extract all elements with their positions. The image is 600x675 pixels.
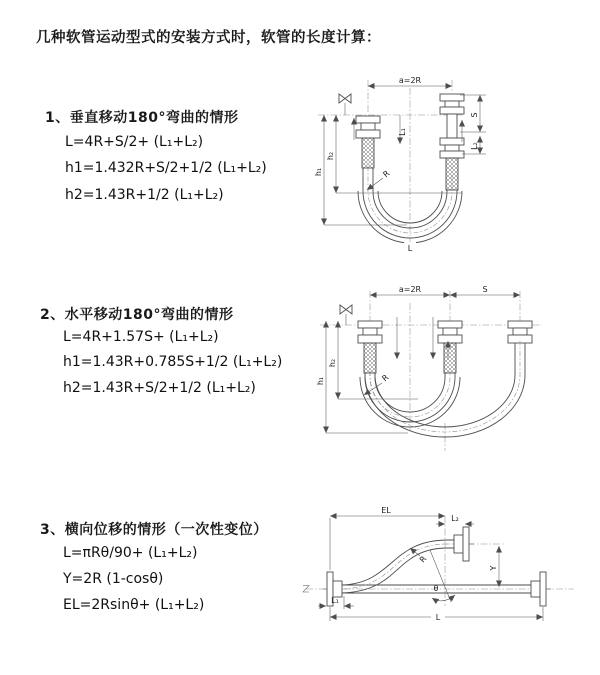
- dimension-y: [489, 546, 499, 587]
- section2-heading: 2、水平移动180°弯曲的情形: [40, 307, 234, 323]
- dimension-l: [330, 607, 543, 622]
- diagram-vertical-180-bend: [310, 70, 600, 255]
- dimension-a2r: [370, 285, 450, 295]
- dim-label-l: L: [435, 613, 441, 622]
- dim-label-r: R: [380, 372, 391, 384]
- dim-label-l: L: [407, 244, 413, 253]
- diagram-horizontal-180-bend: [308, 283, 600, 463]
- centerlines: [318, 80, 464, 250]
- valve-icon: [340, 305, 352, 325]
- left-pipe-fitting: [358, 321, 382, 373]
- dim-label-l1: L₁: [398, 128, 407, 136]
- page-title: 几种软管运动型式的安装方式时，软管的长度计算：: [36, 30, 381, 46]
- section3-formula-L: L=πRθ/90+ (L₁+L₂): [63, 545, 198, 561]
- dim-label-r: R: [381, 168, 392, 180]
- centerlines: [320, 291, 542, 451]
- dimension-l1: [398, 115, 407, 144]
- radius-callout: [410, 548, 429, 564]
- dim-label-el: EL: [381, 506, 391, 515]
- right-pipe-fitting: [508, 321, 532, 343]
- dim-label-h1: h₁: [314, 167, 323, 177]
- dim-label-l2: L₂: [470, 142, 479, 150]
- upper-flange: [448, 527, 474, 561]
- dimension-s: [450, 285, 520, 295]
- dim-label-r: R: [417, 554, 429, 565]
- dim-label-l2: L₂: [451, 514, 459, 523]
- dimension-l1: [318, 596, 354, 609]
- radius-callout: [367, 169, 392, 190]
- valve-icon: [339, 94, 351, 115]
- section1-formula-L: L=4R+S/2+ (L₁+L₂): [65, 134, 204, 150]
- section3-heading: 3、横向位移的情形（一次性变位）: [40, 522, 268, 538]
- diagram-lateral-displacement: [298, 502, 598, 647]
- section1-formula-h2: h2=1.43R+1/2 (L₁+L₂): [65, 187, 224, 203]
- dim-label-a2r: a=2R: [398, 285, 422, 294]
- dim-label-h2: h₂: [326, 151, 335, 161]
- dim-label-y: Y: [489, 565, 498, 571]
- section3-formula-EL: EL=2Rsinθ+ (L₁+L₂): [63, 597, 205, 613]
- dim-label-a2r: a=2R: [398, 76, 422, 85]
- left-pipe-fitting: [356, 116, 380, 168]
- section1-formula-h1: h1=1.432R+S/2+1/2 (L₁+L₂): [65, 160, 267, 176]
- length-label: [404, 242, 416, 253]
- section2-formula-L: L=4R+1.57S+ (L₁+L₂): [63, 329, 219, 345]
- dim-label-l1: L₁: [331, 596, 339, 605]
- dim-label-h2: h₂: [328, 358, 337, 368]
- section2-formula-h2: h2=1.43R+S/2+1/2 (L₁+L₂): [63, 380, 256, 396]
- dim-label-s: S: [482, 285, 488, 294]
- angle-construction: [430, 550, 455, 602]
- dim-label-theta: θ: [433, 584, 439, 593]
- dimension-s: [470, 95, 480, 132]
- dim-label-s: S: [470, 112, 479, 118]
- dimension-a2r: [368, 76, 452, 86]
- section2-formula-h1: h1=1.43R+0.785S+1/2 (L₁+L₂): [63, 354, 283, 370]
- middle-pipe-fitting: [438, 321, 462, 373]
- dimension-l2: [436, 514, 474, 524]
- section3-formula-Y: Y=2R (1-cosθ): [63, 571, 164, 587]
- section1-heading: 1、垂直移动180°弯曲的情形: [45, 110, 239, 126]
- dim-label-h1: h₁: [316, 376, 325, 386]
